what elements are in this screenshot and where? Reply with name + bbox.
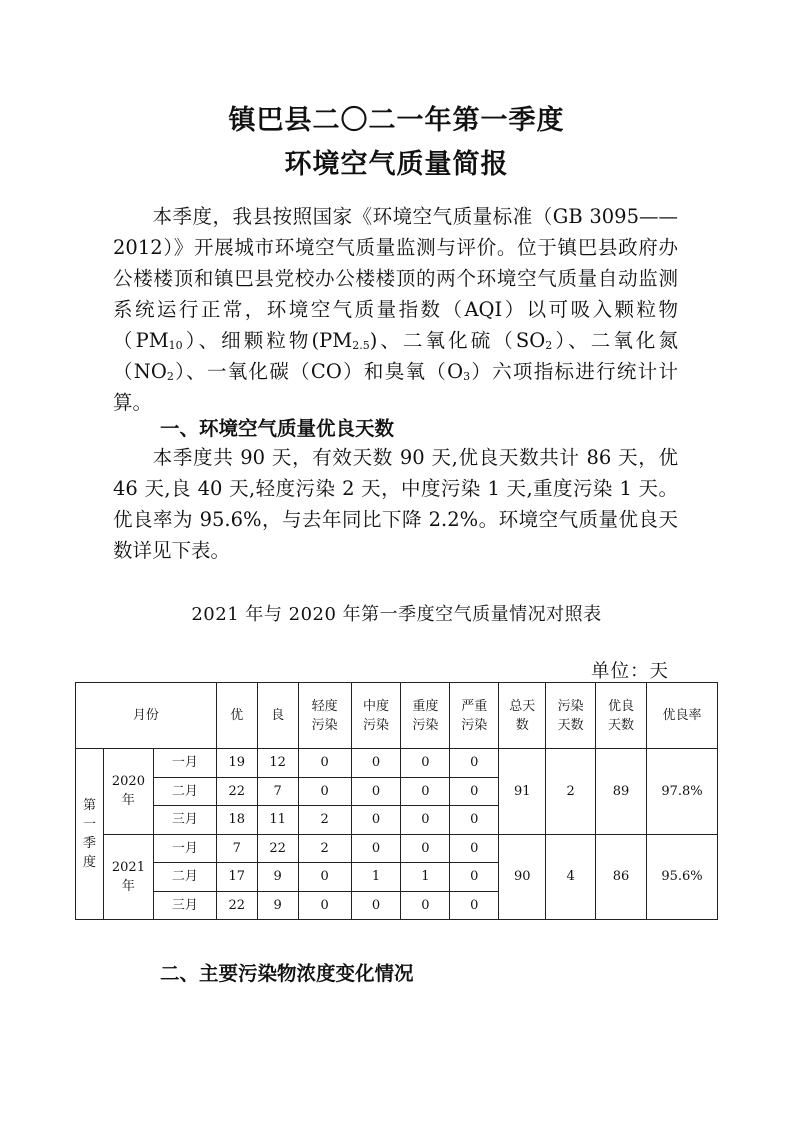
heavy-cell: 0 [401,891,450,920]
intro-text-4: ）、二氧化氮（NO [113,329,678,383]
good-rate-2020: 97.8% [647,749,718,835]
severe-cell: 0 [450,863,499,892]
month-cell: 一月 [153,834,216,863]
section1-heading: 一、环境空气质量优良天数 [160,417,395,440]
table-header-row [76,683,718,749]
month-cell: 一月 [153,749,216,778]
quarter-label: 第 一 季 度 [76,749,104,920]
liang-cell: 22 [257,834,298,863]
document-title-line1: 镇巴县二〇二一年第一季度 [228,105,565,136]
you-cell: 17 [216,863,257,892]
table-row [76,834,718,863]
liang-cell: 9 [257,891,298,920]
intro-text-2: ）、细颗粒物(PM [182,329,353,352]
month-cell: 三月 [153,806,216,835]
good-days-2020: 89 [596,749,647,835]
intro-text-6: ）六项指标进行统计计算。 [113,360,678,414]
month-cell: 三月 [153,891,216,920]
moderate-cell: 1 [351,863,401,892]
section1-paragraph [113,442,678,566]
header-liang: 良 [257,683,298,749]
section2-heading: 二、主要污染物浓度变化情况 [160,962,414,985]
total-days-2021: 90 [499,834,546,920]
header-good-rate: 优良率 [647,683,718,749]
moderate-cell: 0 [351,891,401,920]
month-cell: 二月 [153,777,216,806]
header-total-days: 总天 数 [499,683,546,749]
unit-label: 单位：天 [591,661,670,682]
moderate-cell: 0 [351,834,401,863]
document-title-line2: 环境空气质量简报 [284,149,509,180]
total-days-2020: 91 [499,749,546,835]
moderate-cell: 0 [351,749,401,778]
severe-cell: 0 [450,806,499,835]
air-quality-table [75,682,718,920]
light-cell: 2 [298,806,351,835]
moderate-cell: 0 [351,806,401,835]
you-cell: 19 [216,749,257,778]
heavy-cell: 0 [401,834,450,863]
header-good-days: 优良 天数 [596,683,647,749]
severe-cell: 0 [450,749,499,778]
header-severe-pollution: 严重 污染 [450,683,499,749]
liang-cell: 11 [257,806,298,835]
heavy-cell: 0 [401,749,450,778]
header-month: 月份 [76,683,217,749]
you-cell: 18 [216,806,257,835]
polluted-days-2021: 4 [546,834,596,920]
light-cell: 0 [298,863,351,892]
severe-cell: 0 [450,891,499,920]
heavy-cell: 0 [401,806,450,835]
intro-text-5: ）、一氧化碳（CO）和臭氧（O [173,360,464,383]
severe-cell: 0 [450,834,499,863]
you-cell: 22 [216,891,257,920]
no2-subscript: 2 [166,370,174,383]
light-cell: 2 [298,834,351,863]
polluted-days-2020: 2 [546,749,596,835]
heavy-cell: 0 [401,777,450,806]
you-cell: 7 [216,834,257,863]
heavy-cell: 1 [401,863,450,892]
moderate-cell: 0 [351,777,401,806]
o3-subscript: 3 [463,370,471,383]
header-light-pollution: 轻度 污染 [298,683,351,749]
table-caption: 2021 年与 2020 年第一季度空气质量情况对照表 [191,604,602,625]
severe-cell: 0 [450,777,499,806]
light-cell: 0 [298,749,351,778]
liang-cell: 12 [257,749,298,778]
pm25-subscript: 2.5 [352,339,370,352]
intro-paragraph [113,201,678,418]
good-days-2021: 86 [596,834,647,920]
month-cell: 二月 [153,863,216,892]
header-polluted-days: 污染 天数 [546,683,596,749]
light-cell: 0 [298,891,351,920]
intro-text-3: )、二氧化硫（SO [369,329,546,352]
you-cell: 22 [216,777,257,806]
header-heavy-pollution: 重度 污染 [401,683,450,749]
liang-cell: 7 [257,777,298,806]
year-2021-label: 2021 年 [103,834,153,920]
so2-subscript: 2 [545,339,553,352]
liang-cell: 9 [257,863,298,892]
light-cell: 0 [298,777,351,806]
header-moderate-pollution: 中度 污染 [351,683,401,749]
pm10-subscript: 10 [168,339,183,352]
intro-text-1: 本季度，我县按照国家《环境空气质量标准（GB 3095——2012）》开展城市环境空气质量监测与评价。位于镇巴县政府办公楼楼顶和镇巴县党校办公楼楼顶的两个环境空气质量自动监测系统运行正常，环境空气质量指数（AQI）以可吸入颗粒物（PM [113,205,678,352]
good-rate-2021: 95.6% [647,834,718,920]
section1-text: 本季度共 90 天，有效天数 90 天,优良天数共计 86 天，优 46 天,良 40 天,轻度污染 2 天，中度污染 1 天,重度污染 1 天。优良率为 95.6%，与去年同比下降 2.2%。环境空气质量优良天数详见下表。 [113,446,678,562]
table-row [76,749,718,778]
header-you: 优 [216,683,257,749]
year-2020-label: 2020 年 [103,749,153,835]
